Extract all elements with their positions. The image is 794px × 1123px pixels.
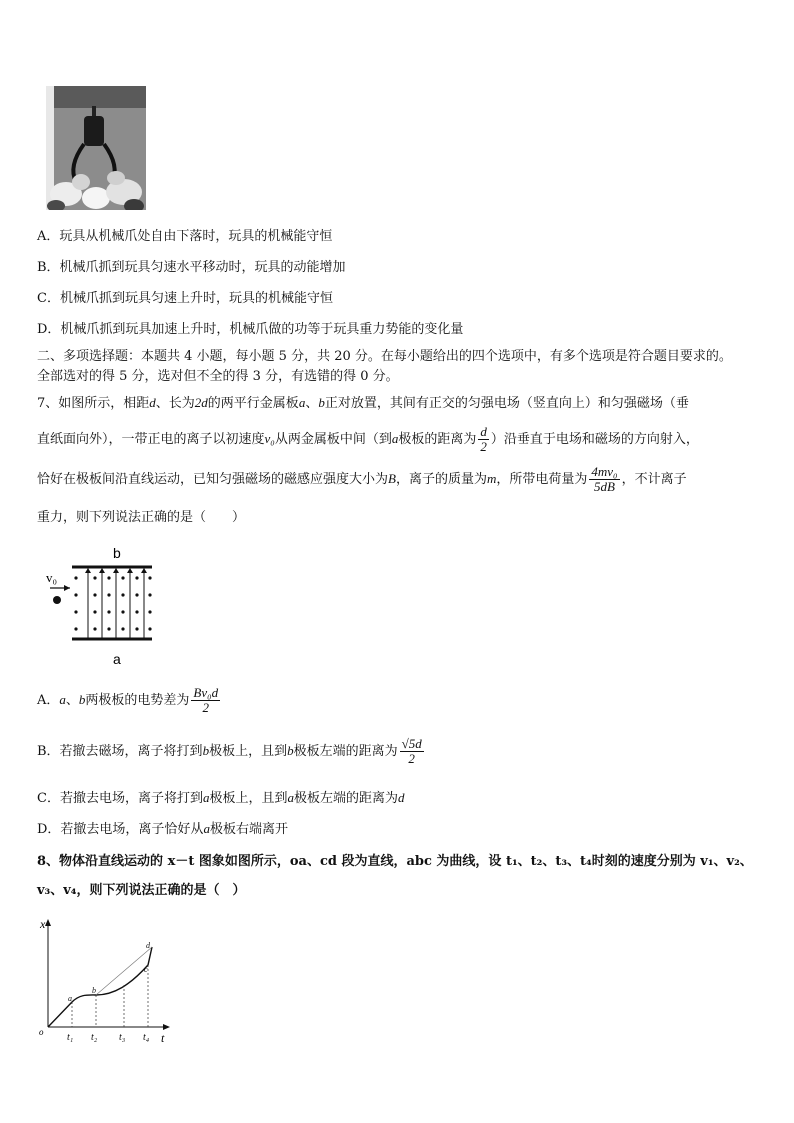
q7-line-2: 直纸面向外），一带正电的离子以初速度v₀从两金属板中间（到a极板的距离为 $\frac{d}{2}$ ）沿垂直于电场和磁场的方向射入， <box>37 424 699 454</box>
q6-option-a: A．玩具从机械爪处自由下落时，玩具的机械能守恒 <box>37 229 333 244</box>
q6-option-c: C．机械爪抓到玩具匀速上升时，玩具的机械能守恒 <box>37 291 333 306</box>
ion-dot <box>53 596 61 604</box>
q8-line-2: v₃、v₄，则下列说法正确的是（ ） <box>37 883 246 898</box>
x-axis-label: t <box>161 1031 165 1045</box>
point-a-label: a <box>68 994 72 1003</box>
q7-option-c: C．若撤去电场，离子将打到a极板上，且到a极板左端的距离为d <box>37 790 405 806</box>
q7-option-a: A．a、b两极板的电势差为 $\frac{\text{Bv₀d}}{2}$ <box>37 685 219 715</box>
q6-option-d: D．机械爪抓到玩具加速上升时，机械爪做的功等于玩具重力势能的变化量 <box>37 322 464 337</box>
xt-curve <box>48 947 152 1027</box>
fraction-d-over-2: $\frac{d}{2}$ <box>480 424 487 454</box>
section2-heading: 二、多项选择题：本题共 4 小题，每小题 5 分，共 20 分。在每小题给出的四个选项中，有多个选项是符合题目要求的。 <box>37 349 732 364</box>
tick-t2: t₂ <box>91 1032 98 1043</box>
q6-option-b: B．机械爪抓到玩具匀速水平移动时，玩具的动能增加 <box>37 260 346 275</box>
y-axis-label: x <box>40 917 46 931</box>
claw-machine-photo <box>46 86 146 210</box>
q7-option-b: B．若撤去磁场，离子将打到b极板上，且到b极板左端的距离为 $\frac{√5d}{2}$ <box>37 736 422 766</box>
section2-scoring: 全部选对的得 5 分，选对但不全的得 3 分，有选错的得 0 分。 <box>37 369 399 384</box>
tick-t3: t₃ <box>119 1032 126 1043</box>
point-c-label: c <box>144 965 148 974</box>
q7-option-d: D．若撤去电场，离子恰好从a极板右端离开 <box>37 821 288 837</box>
q7-plates-diagram <box>40 540 170 670</box>
plate-a-label: a <box>113 651 121 667</box>
origin-label: o <box>39 1027 44 1037</box>
velocity-label: v₀ <box>46 570 58 585</box>
tick-t1: t₁ <box>67 1032 74 1043</box>
q7-line-1: 7、如图所示，相距d、长为2d的两平行金属板a、b正对放置，其间有正交的匀强电场（竖直向上）和匀强磁场（垂 <box>37 395 689 411</box>
point-d-label: d <box>146 941 150 950</box>
q7-line-4: 重力，则下列说法正确的是（ ） <box>37 510 246 525</box>
q8-line-1: 8、物体沿直线运动的 x－t 图象如图所示，oa、cd 段为直线，abc 为曲线，设 t₁、t₂、t₃、t₄时刻的速度分别为 v₁、v₂、 <box>37 854 753 869</box>
fraction-charge: $\frac{\text{4mv₀}}{5dB}$ <box>591 464 618 494</box>
point-b-label: b <box>92 986 96 995</box>
tick-t4: t₄ <box>143 1032 150 1043</box>
plate-b-label: b <box>113 545 121 561</box>
q8-xt-graph <box>36 915 176 1047</box>
q7-line-3: 恰好在极板间沿直线运动，已知匀强磁场的磁感应强度大小为B，离子的质量为m，所带电荷量为 $\frac{\text{4mv₀}}{5dB}$ ，不计离子 <box>37 464 687 494</box>
